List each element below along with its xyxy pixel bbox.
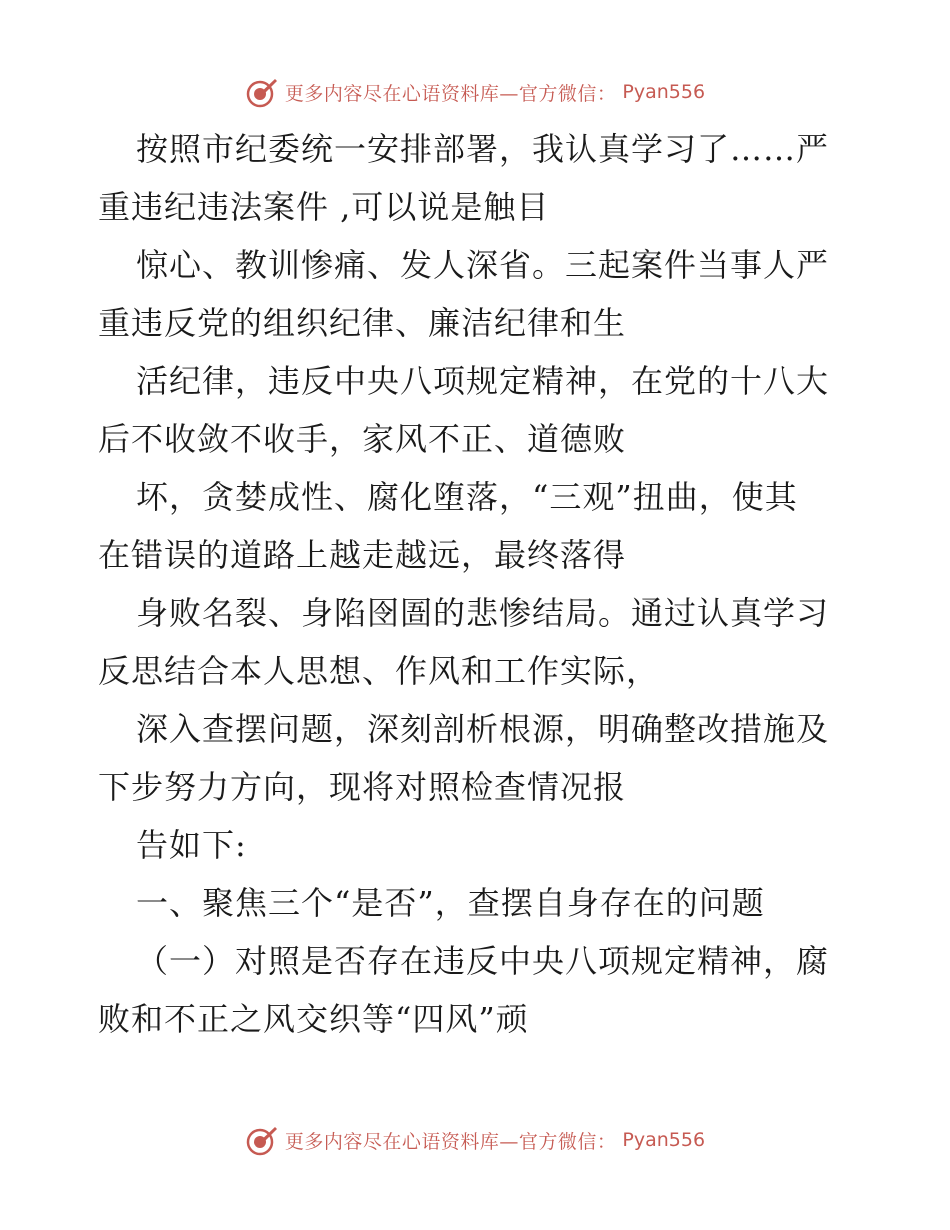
section-heading: 一、聚焦三个“是否”，查摆自身存在的问题 xyxy=(136,884,765,922)
watermark-text: 更多内容尽在心语资料库—官方微信： xyxy=(284,1130,617,1153)
text-line: 后不收敛不收手，家风不正、道德败 xyxy=(98,420,627,458)
text-line: 在错误的道路上越走越远，最终落得 xyxy=(98,536,627,574)
watermark-wechat-id: Pyan556 xyxy=(622,81,706,103)
pen-logo-icon xyxy=(245,1123,279,1157)
watermark-wechat-id: Pyan556 xyxy=(622,1129,706,1151)
text-line: 坏，贪婪成性、腐化堕落，“三观”扭曲，使其 xyxy=(136,478,798,516)
text-line: 活纪律，违反中央八项规定精神，在党的十八大 xyxy=(136,362,830,400)
text-line: 重违纪违法案件 ,可以说是触目 xyxy=(98,188,550,226)
text-line: 身败名裂、身陷囹圄的悲惨结局。通过认真学习 xyxy=(136,594,830,632)
subsection-heading: （一）对照是否存在违反中央八项规定精神，腐 xyxy=(136,942,830,980)
watermark-text: 更多内容尽在心语资料库—官方微信： xyxy=(284,82,617,105)
document-body xyxy=(98,120,858,1048)
text-line: 重违反党的组织纪律、廉洁纪律和生 xyxy=(98,304,627,342)
pen-logo-icon xyxy=(245,75,279,109)
text-line: 深入查摆问题，深刻剖析根源，明确整改措施及 xyxy=(136,710,830,748)
text-line: 败和不正之风交织等“四风”顽 xyxy=(98,1000,529,1038)
text-line: 按照市纪委统一安排部署，我认真学习了……严 xyxy=(136,130,830,168)
text-line: 惊心、教训惨痛、发人深省。三起案件当事人严 xyxy=(136,246,830,284)
text-line: 下步努力方向，现将对照检查情况报 xyxy=(98,768,627,806)
text-line: 告如下: xyxy=(136,826,247,864)
header-watermark xyxy=(0,72,950,112)
text-line: 反思结合本人思想、作风和工作实际， xyxy=(98,652,660,690)
footer-watermark xyxy=(0,1120,950,1160)
